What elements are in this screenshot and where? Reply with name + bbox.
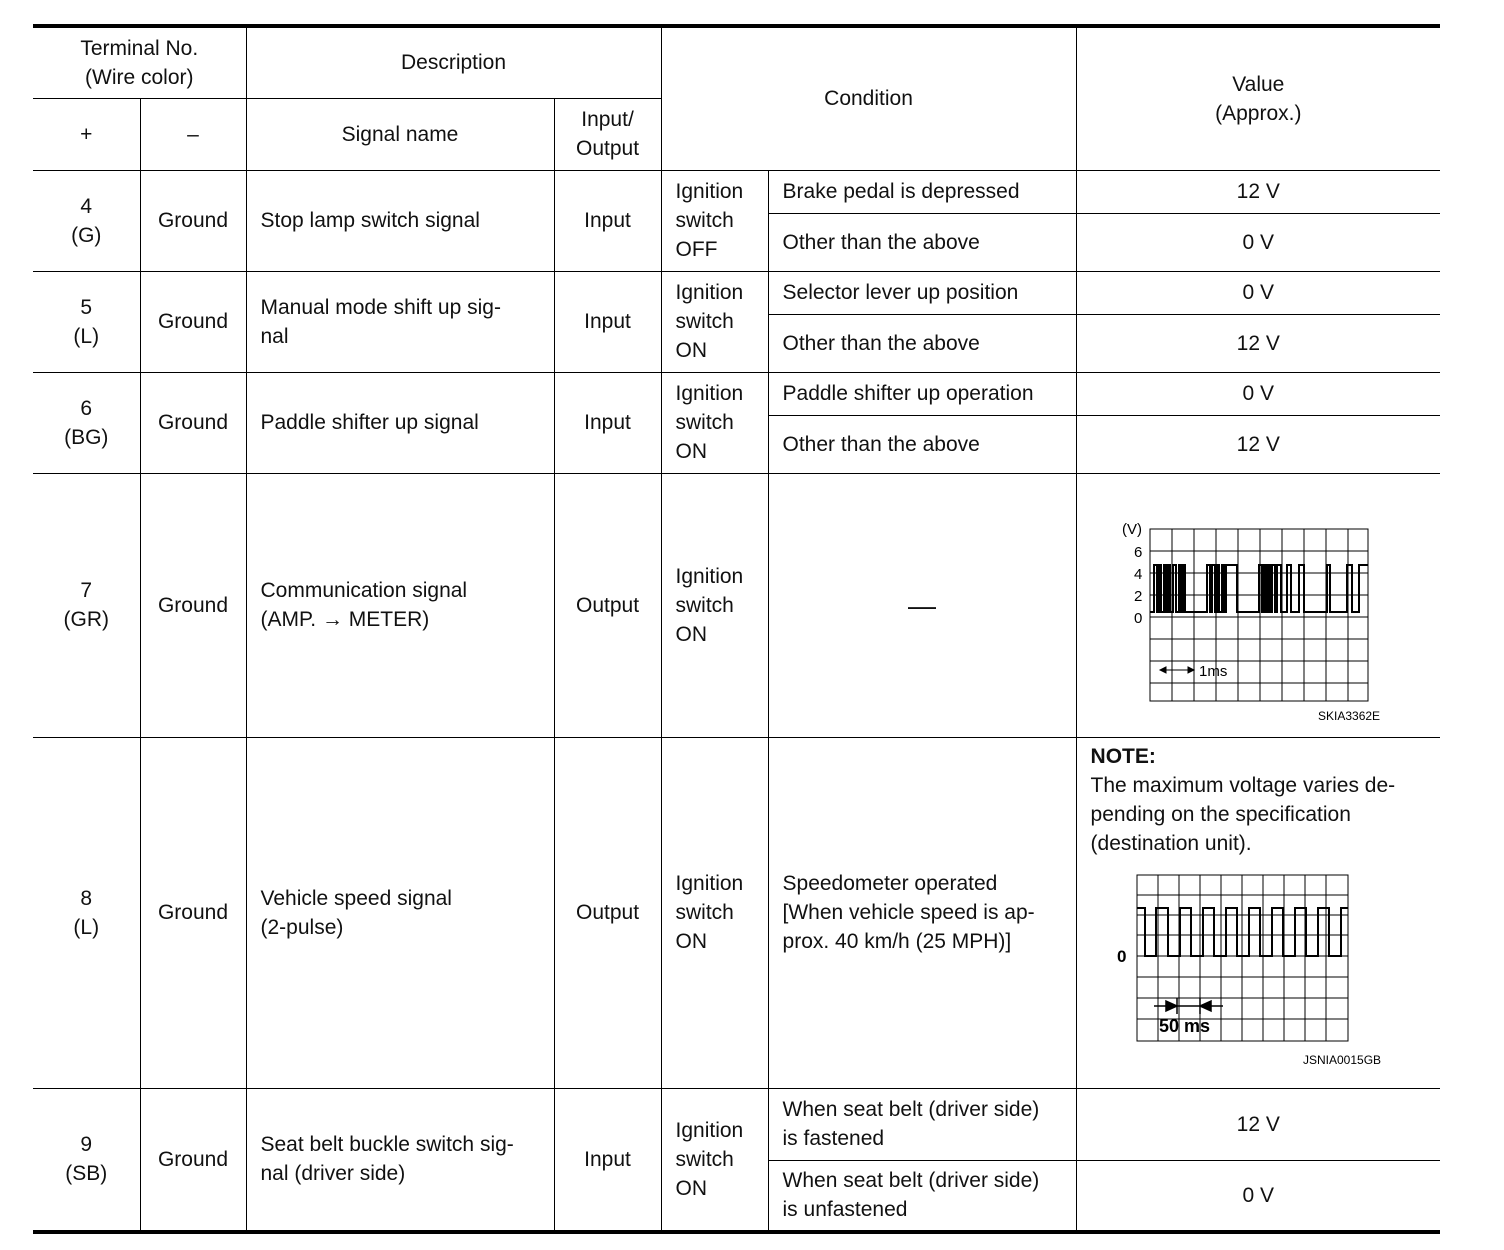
scope-frame: [1150, 529, 1368, 701]
terminal-minus-cell: Ground: [140, 372, 246, 473]
communication-pulse-trace: [1150, 565, 1368, 612]
signal-line: nal (driver side): [260, 1162, 406, 1186]
wire-color: (BG): [64, 425, 109, 449]
minus-header: –: [140, 98, 246, 170]
value-note-cell: [1076, 737, 1440, 1088]
scope-zero-label: 0: [1116, 946, 1126, 966]
approx-label: (Approx.): [1215, 101, 1302, 125]
condition-line: When seat belt (driver side): [782, 1169, 1040, 1193]
scope-time-label: 1ms: [1198, 663, 1227, 680]
signal-line: (2-pulse): [260, 915, 344, 939]
condition-cell: [768, 1088, 1076, 1160]
terminal-number: 8: [80, 886, 93, 910]
terminal-minus-cell: Ground: [140, 473, 246, 737]
io-cell: Output: [554, 737, 661, 1088]
note-title: NOTE:: [1090, 744, 1156, 768]
condition-cell: Other than the above: [768, 314, 1076, 372]
terminal-minus-cell: Ground: [140, 737, 246, 1088]
value-cell: 0 V: [1076, 271, 1440, 314]
terminal-number: 9: [80, 1133, 93, 1157]
terminal-plus-cell: [33, 473, 140, 737]
ignition-cell: [661, 170, 768, 271]
ign-line: switch: [675, 310, 734, 333]
signal-line: (AMP. → METER): [260, 608, 430, 631]
ign-line: switch: [675, 593, 734, 617]
plus-header: +: [33, 98, 140, 170]
condition-cell: [768, 737, 1076, 1088]
table-row: [33, 1088, 1440, 1160]
wire-color: (SB): [65, 1162, 108, 1186]
ign-line: Ignition: [675, 281, 744, 304]
io-cell: Input: [554, 170, 661, 271]
ign-line: OFF: [675, 238, 718, 261]
condition-cell: Paddle shifter up operation: [768, 372, 1076, 415]
ign-line: ON: [675, 622, 708, 646]
table-row: [33, 473, 1440, 737]
table-row: [33, 737, 1440, 1088]
wire-color: (GR): [63, 608, 109, 631]
terminal-header: [33, 26, 246, 98]
condition-cell: [768, 1160, 1076, 1232]
io-cell: Output: [554, 473, 661, 737]
ign-line: ON: [675, 440, 708, 463]
condition-cell: Other than the above: [768, 213, 1076, 271]
signal-name-cell: Stop lamp switch signal: [246, 170, 554, 271]
ignition-cell: [661, 372, 768, 473]
terminal-number: 5: [80, 295, 93, 319]
signal-line: Seat belt buckle switch sig-: [260, 1133, 514, 1157]
terminal-plus-cell: [33, 1088, 140, 1232]
figure-ref-code: SKIA3362E: [1317, 709, 1380, 723]
ignition-cell: [661, 473, 768, 737]
ignition-cell: [661, 1088, 768, 1232]
condition-line: Speedometer operated: [782, 872, 998, 895]
signal-line: Vehicle speed signal: [260, 886, 452, 910]
io-cell: Input: [554, 1088, 661, 1232]
scope-tick-label: 6: [1133, 544, 1142, 561]
signal-line: nal: [260, 324, 289, 348]
condition-line: is unfastened: [782, 1198, 908, 1222]
ign-line: ON: [675, 339, 708, 362]
value-cell: 12 V: [1076, 1088, 1440, 1160]
wire-color: (L): [73, 324, 100, 348]
scope-tick-label: 0: [1133, 610, 1142, 627]
terminal-plus-cell: [33, 271, 140, 372]
scope-unit-label: (V): [1121, 521, 1142, 538]
ign-line: ON: [675, 930, 708, 953]
description-header: Description: [246, 26, 661, 98]
terminal-spec-document: [33, 24, 1440, 1234]
terminal-plus-cell: [33, 737, 140, 1088]
value-cell: 0 V: [1076, 213, 1440, 271]
ign-line: Ignition: [675, 382, 744, 405]
signal-name-cell: [246, 271, 554, 372]
scope-tick-label: 2: [1133, 588, 1142, 605]
terminal-number: 4: [80, 194, 93, 218]
value-waveform-cell: [1076, 473, 1440, 737]
io-header: [554, 98, 661, 170]
wire-color: (G): [71, 223, 102, 247]
ign-line: ON: [675, 1176, 708, 1200]
condition-cell: Selector lever up position: [768, 271, 1076, 314]
terminal-spec-table: [33, 24, 1440, 1234]
value-header: [1076, 26, 1440, 170]
wire-color: (L): [73, 915, 100, 939]
condition-dash: —: [768, 473, 1076, 737]
io-label-2: Output: [575, 137, 640, 160]
signal-name-cell: [246, 1088, 554, 1232]
terminal-minus-cell: Ground: [140, 271, 246, 372]
wire-color-label: (Wire color): [85, 65, 194, 89]
condition-cell: Brake pedal is depressed: [768, 170, 1076, 213]
ign-line: switch: [675, 209, 734, 232]
condition-line: is fastened: [782, 1127, 885, 1150]
table-row: [33, 372, 1440, 415]
header-row-1: [33, 26, 1440, 98]
figure-ref-code: JSNIA0015GB: [1302, 1052, 1381, 1067]
ign-line: switch: [675, 901, 734, 924]
value-cell: 12 V: [1076, 170, 1440, 213]
condition-line: prox. 40 km/h (25 MPH)]: [782, 930, 1012, 953]
terminal-number: 6: [80, 396, 93, 420]
signal-name-cell: Paddle shifter up signal: [246, 372, 554, 473]
signal-line: Manual mode shift up sig-: [260, 295, 501, 319]
scope-time-label: 50 ms: [1158, 1015, 1210, 1036]
terminal-no-label: Terminal No.: [80, 36, 199, 60]
condition-cell: Other than the above: [768, 415, 1076, 473]
value-cell: 0 V: [1076, 1160, 1440, 1232]
note-line: (destination unit).: [1090, 831, 1252, 855]
ign-line: Ignition: [675, 564, 744, 588]
ign-line: Ignition: [675, 180, 744, 203]
signal-name-cell: [246, 737, 554, 1088]
communication-waveform-figure: [1077, 474, 1439, 736]
signal-line: Communication signal: [260, 579, 468, 602]
io-label-1: Input/: [581, 108, 634, 131]
terminal-number: 7: [80, 579, 93, 602]
io-cell: Input: [554, 372, 661, 473]
io-cell: Input: [554, 271, 661, 372]
ign-line: switch: [675, 1147, 734, 1171]
terminal-minus-cell: Ground: [140, 170, 246, 271]
table-row: [33, 170, 1440, 213]
ign-line: Ignition: [675, 1118, 744, 1142]
ign-line: Ignition: [675, 872, 744, 895]
ignition-cell: [661, 737, 768, 1088]
value-cell: 12 V: [1076, 314, 1440, 372]
note-line: The maximum voltage varies de-: [1090, 773, 1396, 797]
condition-header: Condition: [661, 26, 1076, 170]
scope-tick-label: 4: [1133, 566, 1142, 583]
terminal-plus-cell: [33, 170, 140, 271]
condition-line: [When vehicle speed is ap-: [782, 901, 1035, 924]
condition-line: When seat belt (driver side): [782, 1098, 1040, 1121]
value-cell: 12 V: [1076, 415, 1440, 473]
signal-name-cell: [246, 473, 554, 737]
note-line: pending on the specification: [1090, 802, 1351, 826]
speed-pulse-waveform-figure: [1077, 858, 1417, 1073]
table-row: [33, 271, 1440, 314]
terminal-plus-cell: [33, 372, 140, 473]
ign-line: switch: [675, 411, 734, 434]
value-label: Value: [1232, 72, 1285, 96]
signal-name-header: Signal name: [246, 98, 554, 170]
value-cell: 0 V: [1076, 372, 1440, 415]
ignition-cell: [661, 271, 768, 372]
terminal-minus-cell: Ground: [140, 1088, 246, 1232]
